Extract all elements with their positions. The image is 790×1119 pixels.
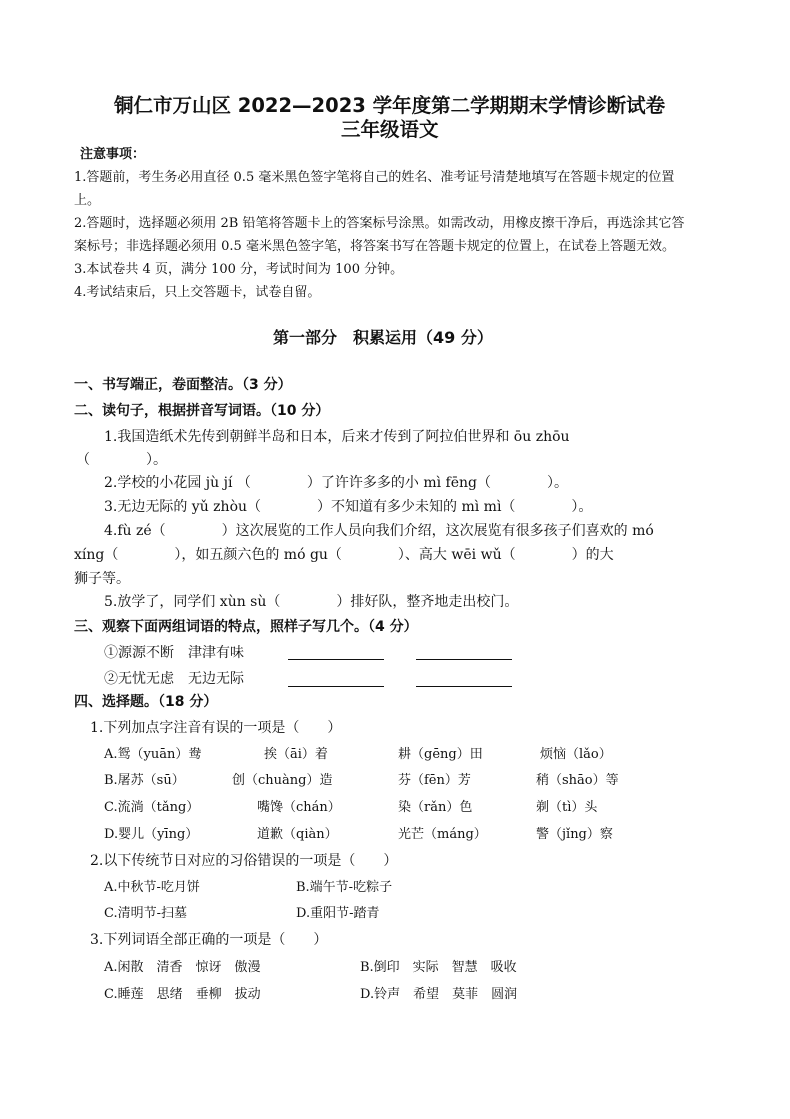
- q4-3-option-c: C.睡莲 思绪 垂柳 拔动: [104, 987, 261, 1002]
- question-3-heading: 三、观察下面两组词语的特点，照样子写几个。（4 分）: [74, 619, 418, 635]
- option-d-1: D.婴儿（yīng）: [104, 827, 199, 842]
- q4-3-option-d: D.铃声 希望 莫菲 圆润: [360, 987, 518, 1002]
- part-1-heading: 第一部分 积累运用（49 分）: [273, 328, 493, 347]
- q4-item-3: 3.下列词语全部正确的一项是（ ）: [90, 932, 328, 948]
- note-1: 1.答题前，考生务必用直径 0.5 毫米黑色签字笔将自己的姓名、准考证号清楚地填写在答题卡规定的位置: [74, 170, 675, 185]
- q2-sentence-5: 5.放学了，同学们 xùn sù（ ）排好队，整齐地走出校门。: [104, 594, 519, 610]
- q4-item-2: 2.以下传统节日对应的习俗错误的一项是（ ）: [90, 853, 398, 869]
- exam-subtitle: 三年级语文: [341, 118, 439, 141]
- q3-row-1: ①源源不断 津津有味: [104, 645, 244, 661]
- option-d-2: 道歉（qiàn）: [257, 827, 338, 842]
- answer-line: [416, 659, 512, 660]
- q2-sentence-4: 4.fù zé（ ）这次展览的工作人员向我们介绍，这次展览有很多孩子们喜欢的 mó: [104, 523, 654, 539]
- note-3: 3.本试卷共 4 页，满分 100 分，考试时间为 100 分钟。: [74, 262, 404, 277]
- option-d-4: 警（jǐng）察: [536, 827, 613, 842]
- q2-sentence-1-cont: （ ）。: [76, 452, 167, 468]
- question-2-heading: 二、读句子，根据拼音写词语。（10 分）: [74, 403, 330, 419]
- answer-line: [288, 659, 384, 660]
- q4-item-1: 1.下列加点字注音有误的一项是（ ）: [90, 720, 342, 736]
- option-c-1: C.流淌（tǎng）: [104, 800, 200, 815]
- option-b-1: B.屠苏（sū）: [104, 773, 185, 788]
- q2-sentence-3: 3.无边无际的 yǔ zhòu（ ）不知道有多少未知的 mì mì（ ）。: [104, 499, 593, 515]
- q4-3-option-b: B.倒印 实际 智慧 吸收: [360, 960, 517, 975]
- option-d-3: 光芒（máng）: [398, 827, 487, 842]
- option-a-1: A.鸳（yuān）鸯: [104, 747, 202, 762]
- answer-line: [416, 686, 512, 687]
- q2-sentence-4-cont: xíng（ ），如五颜六色的 mó gu（ ）、高大 wēi wǔ（ ）的大: [74, 547, 614, 563]
- question-1-heading: 一、书写端正，卷面整洁。（3 分）: [74, 377, 292, 393]
- question-4-heading: 四、选择题。（18 分）: [74, 694, 218, 710]
- notes-heading: 注意事项：: [80, 147, 146, 162]
- note-2-cont: 案标号；非选择题必须用 0.5 毫米黑色签字笔，将答案书写在答题卡规定的位置上，在试卷上答题无效。: [74, 239, 675, 254]
- answer-line: [288, 686, 384, 687]
- q2-sentence-2: 2.学校的小花园 jù jí （ ）了许许多多的小 mì fēng（ ）。: [104, 475, 568, 491]
- note-2: 2.答题时，选择题必须用 2B 铅笔将答题卡上的答案标号涂黑。如需改动，用橡皮擦干净后，再选涂其它答: [74, 216, 685, 231]
- q4-2-option-c: C.清明节-扫墓: [104, 906, 188, 921]
- option-c-2: 嘴馋（chán）: [257, 800, 341, 815]
- option-a-3: 耕（gēng）田: [398, 747, 483, 762]
- exam-title: 铜仁市万山区 2022—2023 学年度第二学期期末学情诊断试卷: [114, 94, 666, 117]
- option-c-3: 染（rǎn）色: [398, 800, 473, 815]
- q4-2-option-b: B.端午节-吃粽子: [296, 880, 393, 895]
- q4-3-option-a: A.闲散 清香 惊讶 傲漫: [104, 960, 261, 975]
- note-4: 4.考试结束后，只上交答题卡，试卷自留。: [74, 285, 321, 300]
- option-b-2: 创（chuàng）造: [232, 773, 333, 788]
- option-a-2: 挨（āi）着: [264, 747, 328, 762]
- q2-sentence-1: 1.我国造纸术先传到朝鲜半岛和日本，后来才传到了阿拉伯世界和 ōu zhōu: [104, 429, 570, 445]
- option-b-4: 稍（shāo）等: [536, 773, 619, 788]
- q4-2-option-a: A.中秋节-吃月饼: [104, 880, 200, 895]
- q2-sentence-4-end: 狮子等。: [74, 571, 130, 587]
- option-b-3: 芬（fēn）芳: [398, 773, 471, 788]
- q3-row-2: ②无忧无虑 无边无际: [104, 671, 244, 687]
- note-1-cont: 上。: [74, 193, 101, 208]
- q4-2-option-d: D.重阳节-踏青: [296, 906, 380, 921]
- option-c-4: 剃（tì）头: [536, 800, 598, 815]
- option-a-4: 烦恼（lǎo）: [540, 747, 612, 762]
